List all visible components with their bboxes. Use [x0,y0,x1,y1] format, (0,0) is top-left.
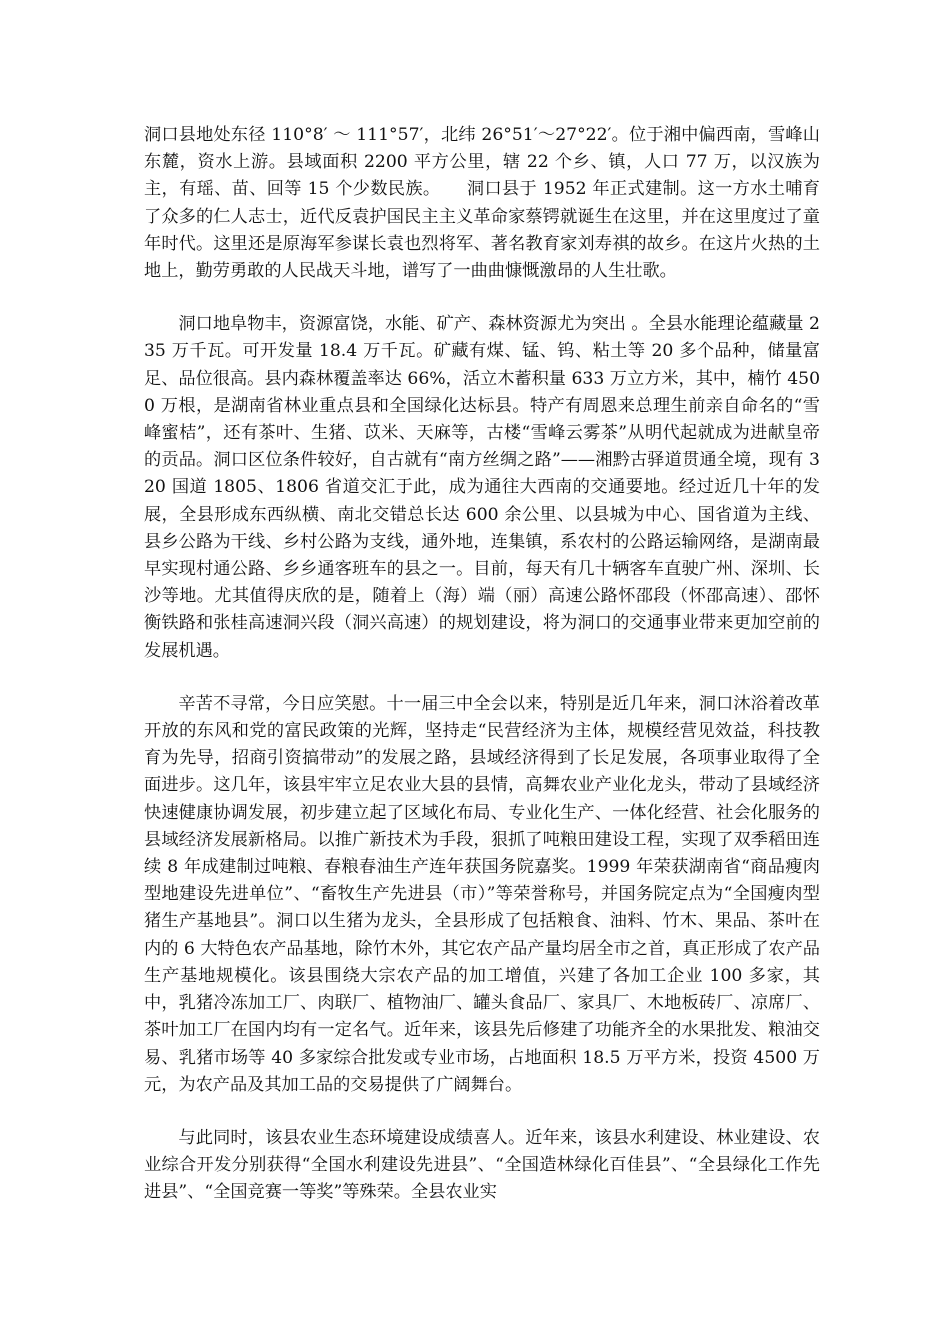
paragraph-overview: 洞口县地处东径 110°8′ ～ 111°57′，北纬 26°51′～27°22′。位于湘中偏西南，雪峰山东麓，资水上游。县域面积 2200 平方公里，辖 22 个乡、镇，人口 77 万，以汉族为主，有瑶、苗、回等 15 个少数民族。 洞口县于 1952 年正式建制。这一方水土哺育了众多的仁人志士，近代反袁护国民主主义革命家蔡锷就诞生在这里，并在这里度过了童年时代。这里还是原海军参谋长袁也烈将军、著名教育家刘寿祺的故乡。在这片火热的土地上，勤劳勇敢的人民战天斗地，谱写了一曲曲慷慨激昂的人生壮歌。 [144,125,820,282]
paragraph-ecology: 与此同时，该县农业生态环境建设成绩喜人。近年来，该县水利建设、林业建设、农业综合开发分别获得“全国水利建设先进县”、“全国造林绿化百佳县”、“全县绿化工作先进县”、“全国竞赛一等奖”等殊荣。全县农业实 [144,1127,820,1203]
paragraph-resources: 洞口地阜物丰，资源富饶，水能、矿产、森林资源尤为突出 。全县水能理论蕴藏量 235 万千瓦。可开发量 18.4 万千瓦。矿藏有煤、锰、钨、粘土等 20 多个品种，储量富足、品位很高。县内森林覆盖率达 66%，活立木蓄积量 633 万立方米，其中，楠竹 4500 万根，是湖南省林业重点县和全国绿化达标县。特产有周恩来总理生前亲自命名的“雪峰蜜桔”，还有茶叶、生猪、苡米、天麻等，古楼“雪峰云雾茶”从明代起就成为进献皇帝的贡品。洞口区位条件较好，自古就有“南方丝绸之路”——湘黔古驿道贯通全境，现有 320 国道 1805、1806 省道交汇于此，成为通往大西南的交通要地。经过近几十年的发展，全县形成东西纵横、南北交错总长达 600 余公里、以县城为中心、国省道为主线、县乡公路为干线、乡村公路为支线，通外地，连集镇，系农村的公路运输网络，是湖南最早实现村通公路、乡乡通客班车的县之一。目前，每天有几十辆客车直驶广州、深圳、长沙等地。尤其值得庆欣的是，随着上（海）端（丽）高速公路怀邵段（怀邵高速）、邵怀衡铁路和张桂高速洞兴段（洞兴高速）的规划建设，将为洞口的交通事业带来更加空前的发展机遇。 [144,314,820,661]
document-body [144,122,820,1207]
paragraph-economy: 辛苦不寻常，今日应笑慰。十一届三中全会以来，特别是近几年来，洞口沐浴着改革开放的东风和党的富民政策的光辉，坚持走“民营经济为主体，规模经营见效益，科技教育为先导，招商引资搞带动”的发展之路，县域经济得到了长足发展，各项事业取得了全面进步。这几年，该县牢牢立足农业大县的县情，高舞农业产业化龙头，带动了县域经济快速健康协调发展，初步建立起了区域化布局、专业化生产、一体化经营、社会化服务的县域经济发展新格局。以推广新技术为手段，狠抓了吨粮田建设工程，实现了双季稻田连续 8 年成建制过吨粮、春粮春油生产连年获国务院嘉奖。1999 年荣获湖南省“商品瘦肉型地建设先进单位”、“畜牧生产先进县（市）”等荣誉称号，并国务院定点为“全国瘦肉型猪生产基地县”。洞口以生猪为龙头，全县形成了包括粮食、油料、竹木、果品、茶叶在内的 6 大特色农产品基地，除竹木外，其它农产品产量均居全市之首，真正形成了农产品生产基地规模化。该县围绕大宗农产品的加工增值，兴建了各加工企业 100 多家，其中，乳猪冷冻加工厂、肉联厂、植物油厂、罐头食品厂、家具厂、木地板砖厂、凉席厂、茶叶加工厂在国内均有一定名气。近年来，该县先后修建了功能齐全的水果批发、粮油交易、乳猪市场等 40 多家综合批发或专业市场，占地面积 18.5 万平方米，投资 4500 万元，为农产品及其加工品的交易提供了广阔舞台。 [144,693,820,1095]
